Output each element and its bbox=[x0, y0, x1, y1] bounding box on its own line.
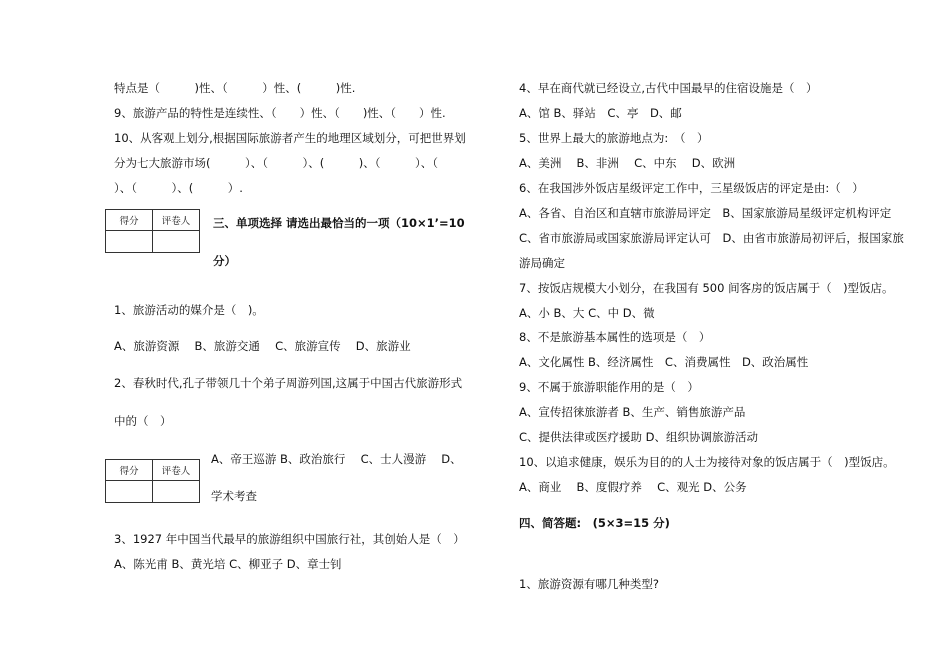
score-table-1 bbox=[105, 209, 200, 253]
score-table-2 bbox=[105, 459, 200, 503]
score-cell[interactable] bbox=[106, 481, 153, 503]
section-3-title-cont: 分） bbox=[213, 254, 236, 268]
question-10-fill: 10、从客观上划分,根据国际旅游者产生的地理区域划分，可把世界划 bbox=[114, 131, 466, 145]
question-4: 4、早在商代就已经设立,古代中国最早的住宿设施是（ ） bbox=[519, 81, 818, 95]
question-2-cont: 中的（ ） bbox=[114, 414, 172, 428]
grader-cell[interactable] bbox=[153, 231, 200, 253]
section-4-title: 四、简答题: (5×3=15 分) bbox=[519, 516, 670, 530]
question-3-options: A、陈光甫 B、黄光培 C、柳亚子 D、章士钊 bbox=[114, 557, 342, 571]
grader-header: 评卷人 bbox=[153, 460, 200, 481]
question-3: 3、1927 年中国当代最早的旅游组织中国旅行社，其创始人是（ ） bbox=[114, 532, 465, 546]
question-2: 2、春秋时代,孔子带领几十个弟子周游列国,这属于中国古代旅游形式 bbox=[114, 376, 463, 390]
question-9-options-ab: A、宣传招徕旅游者 B、生产、销售旅游产品 bbox=[519, 405, 746, 419]
question-1-options: A、旅游资源 B、旅游交通 C、旅游宣传 D、旅游业 bbox=[114, 339, 411, 353]
question-9-fill: 9、旅游产品的特性是连续性、（ ）性、（ )性、（ ）性. bbox=[114, 106, 446, 120]
question-10-fill-end: ）、（ ）、( ）. bbox=[114, 181, 243, 195]
score-cell[interactable] bbox=[106, 231, 153, 253]
question-6-options-cd: C、省市旅游局或国家旅游局评定认可 D、由省市旅游局初评后，报国家旅 bbox=[519, 231, 904, 245]
question-2-options: A、帝王巡游 B、政治旅行 C、士人漫游 D、 bbox=[211, 452, 462, 466]
question-6: 6、在我国涉外饭店星级评定工作中，三星级饭店的评定是由:（ ） bbox=[519, 181, 864, 195]
question-2-options-cont: 学术考查 bbox=[211, 489, 257, 503]
question-9: 9、不属于旅游职能作用的是（ ） bbox=[519, 380, 699, 394]
short-question-1: 1、旅游资源有哪几种类型? bbox=[519, 577, 659, 591]
question-4-options: A、馆 B、驿站 C、亭 D、邮 bbox=[519, 106, 682, 120]
question-5: 5、世界上最大的旅游地点为: （ ） bbox=[519, 131, 709, 145]
question-6-options-ab: A、各省、自治区和直辖市旅游局评定 B、国家旅游局星级评定机构评定 bbox=[519, 206, 892, 220]
question-8: 8、不是旅游基本属性的选项是（ ） bbox=[519, 330, 711, 344]
question-6-options-cont: 游局确定 bbox=[519, 256, 565, 270]
score-header: 得分 bbox=[106, 210, 153, 231]
question-1: 1、旅游活动的媒介是（ )。 bbox=[114, 303, 264, 317]
question-9-options-cd: C、提供法律或医疗援助 D、组织协调旅游活动 bbox=[519, 430, 759, 444]
fill-line-features: 特点是（ )性、（ ）性、( )性. bbox=[114, 81, 356, 95]
grader-header: 评卷人 bbox=[153, 210, 200, 231]
question-7: 7、按饭店规模大小划分，在我国有 500 间客房的饭店属于（ )型饭店。 bbox=[519, 281, 894, 295]
score-header: 得分 bbox=[106, 460, 153, 481]
question-7-options: A、小 B、大 C、中 D、微 bbox=[519, 306, 655, 320]
question-10-fill-cont: 分为七大旅游市场( ）、（ ）、( )、（ ）、（ bbox=[114, 156, 438, 170]
question-8-options: A、文化属性 B、经济属性 C、消费属性 D、政治属性 bbox=[519, 355, 809, 369]
question-10: 10、以追求健康，娱乐为目的的人士为接待对象的饭店属于（ )型饭店。 bbox=[519, 455, 895, 469]
question-5-options: A、美洲 B、非洲 C、中东 D、欧洲 bbox=[519, 156, 736, 170]
grader-cell[interactable] bbox=[153, 481, 200, 503]
section-3-title: 三、单项选择 请选出最恰当的一项（10×1’=10 bbox=[213, 216, 465, 230]
question-10-options: A、商业 B、度假疗养 C、观光 D、公务 bbox=[519, 480, 747, 494]
